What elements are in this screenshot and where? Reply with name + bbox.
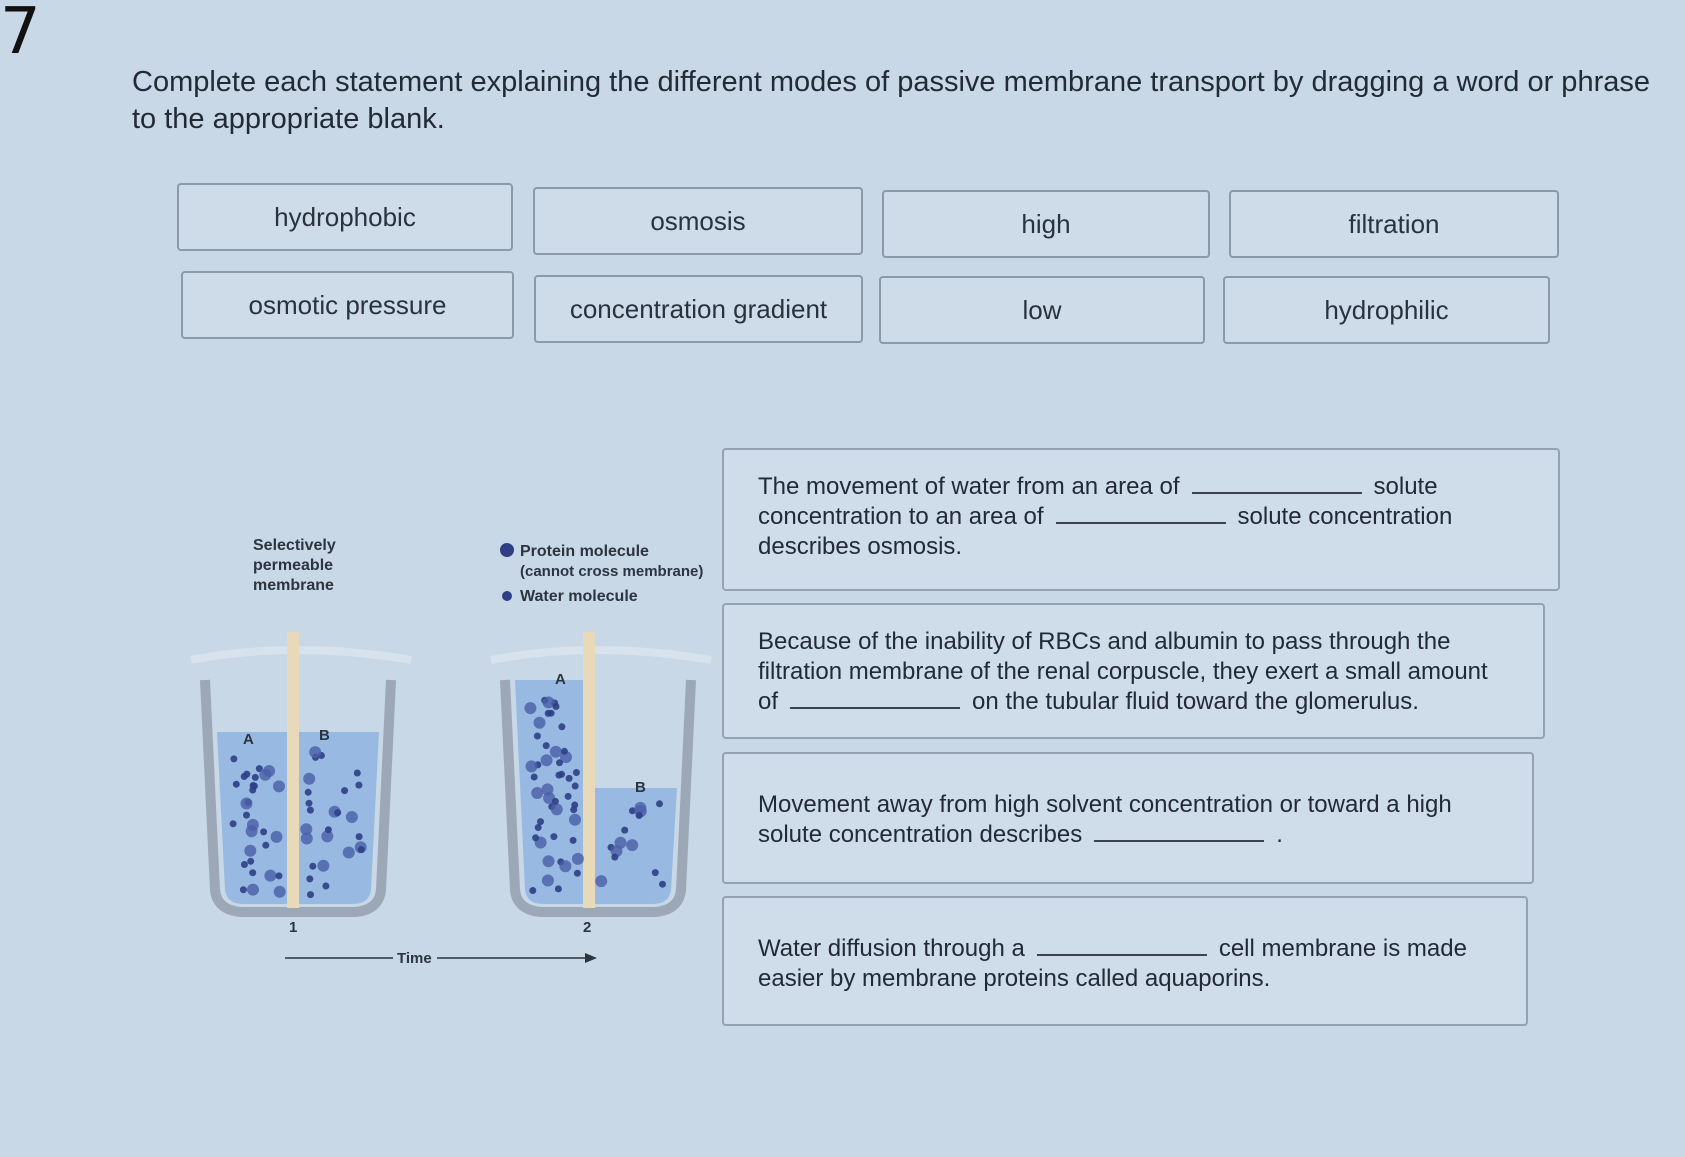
beaker-1-left-protein-molecule [247,884,259,896]
beaker-1-left-protein-molecule [246,825,258,837]
beaker-2-left-protein-molecule [542,875,554,887]
beaker-1-left-water-molecule [252,774,259,781]
beaker-2-left-protein-molecule [541,754,553,766]
beaker-1-right-water-molecule [306,800,313,807]
statement-4-part-2: cell membrane is made easier by membrane proteins called aquaporins. [758,935,1467,992]
beaker-1-left-water-molecule [249,869,256,876]
beaker-1-left-protein-molecule [264,870,276,882]
statement-3-part-1: Movement away from high solvent concentration or toward a high solute concentration describes [758,791,1452,848]
beaker-1-right-protein-molecule [309,746,321,758]
beaker-1-left-water-molecule [233,781,240,788]
beaker-1-right-water-molecule [358,846,365,853]
beaker-1-number: 1 [289,919,298,936]
beaker-2-left-water-molecule [548,710,555,717]
beaker-2-left-water-molecule [555,885,562,892]
beaker-1-left-water-molecule [243,771,250,778]
beaker-2-right-water-molecule [611,854,618,861]
beaker-1-right-water-molecule [305,789,312,796]
instructions-text: Complete each statement explaining the different modes of passive membrane transport by dragging a word or phrase to the appropriate blank. [132,66,1650,135]
beaker-2-right-protein-molecule [626,839,638,851]
beaker-2-left-protein-molecule [569,814,581,826]
membrane-label-line-2: permeable [253,557,334,574]
beaker-2-left-water-molecule [529,887,536,894]
beaker-2-right-protein-molecule [595,875,607,887]
statement-1-blank-1[interactable] [1192,472,1362,494]
beaker-2-left-protein-molecule [551,803,563,815]
beaker-2-left-water-molecule [573,769,580,776]
beaker-1-left-protein-molecule [274,886,286,898]
beaker-2-left-protein-molecule [531,787,543,799]
beaker-2-label-a: A [555,671,566,688]
beaker-2-left-water-molecule [543,742,550,749]
question-number: 7 [0,0,41,69]
beaker-2-membrane [583,632,595,908]
beaker-2-left-water-molecule [550,833,557,840]
statement-4-blank-1[interactable] [1037,934,1207,956]
beaker-2-left-protein-molecule [534,717,546,729]
statement-2-blank-1[interactable] [790,687,960,709]
beaker-2-left-water-molecule [553,703,560,710]
beaker-2-left-water-molecule [561,748,568,755]
beaker-1-left-protein-molecule [263,765,275,777]
beaker-1-left-water-molecule [249,787,256,794]
beaker-2-left-water-molecule [534,733,541,740]
beaker-1 [191,632,411,936]
beaker-1-left-water-molecule [260,828,267,835]
beaker-1-right-protein-molecule [303,773,315,785]
membrane-label-line-1: Selectively [253,537,336,554]
beaker-2-right-protein-molecule [634,802,646,814]
beaker-2-left-water-molecule [531,774,538,781]
beaker-1-right-water-molecule [306,875,313,882]
beaker-1-right-water-molecule [322,883,329,890]
beaker-1-membrane [287,632,299,908]
beaker-1-right-water-molecule [356,833,363,840]
beaker-1-right-water-molecule [307,891,314,898]
beaker-1-right-protein-molecule [343,847,355,859]
statement-1-part-1: The movement of water from an area of [758,473,1180,500]
beaker-2-left-water-molecule [556,772,563,779]
beaker-2-left-protein-molecule [559,860,571,872]
legend-protein-line-2: (cannot cross membrane) [520,563,704,580]
beaker-2-left-water-molecule [532,834,539,841]
beaker-1-right-water-molecule [355,782,362,789]
beaker-2-left-water-molecule [552,798,559,805]
beaker-1-left-protein-molecule [273,780,285,792]
chip-high[interactable]: high [882,190,1210,258]
statement-3-blank-1[interactable] [1094,820,1264,842]
beaker-1-right-protein-molecule [346,811,358,823]
beaker-2-left-water-molecule [537,818,544,825]
beaker-1-label-a: A [243,731,254,748]
beaker-1-right-water-molecule [307,807,314,814]
beaker-1-left-protein-molecule [271,831,283,843]
beaker-2-left-water-molecule [558,723,565,730]
beaker-2-right-water-molecule [636,812,643,819]
time-arrow-head [585,953,597,963]
beaker-1-left-protein-molecule [241,798,253,810]
statement-2-part-2: on the tubular fluid toward the glomerulus. [972,688,1419,715]
time-label: Time [397,950,432,967]
statement-4-part-1: Water diffusion through a [758,935,1025,962]
beaker-1-left-water-molecule [262,842,269,849]
beaker-2-left-water-molecule [565,793,572,800]
beaker-1-left-water-molecule [230,755,237,762]
beaker-2-left-water-molecule [570,806,577,813]
beaker-2-right-water-molecule [659,881,666,888]
beaker-2-left-protein-molecule [526,760,538,772]
statement-1-part-3: solute concentration describes osmosis. [758,503,1453,560]
chip-osmotic-pressure[interactable]: osmotic pressure [181,271,514,339]
beaker-1-left-water-molecule [241,861,248,868]
statement-1-blank-2[interactable] [1056,502,1226,524]
beaker-1-rim [191,650,411,660]
beaker-1-right-water-molecule [334,809,341,816]
protein-legend-icon [500,543,514,557]
chip-filtration[interactable]: filtration [1229,190,1559,258]
membrane-label-line-3: membrane [253,577,334,594]
legend-protein-line-1: Protein molecule [520,543,649,560]
beaker-2-left-protein-molecule [572,853,584,865]
beaker-2-rim [491,650,711,660]
beaker-2-label-b: B [635,779,646,796]
chip-osmosis[interactable]: osmosis [533,187,863,255]
beaker-2-left-protein-molecule [543,855,555,867]
beaker-2-left-water-molecule [572,783,579,790]
beaker-2-left-protein-molecule [550,746,562,758]
beaker-1-right-protein-molecule [317,860,329,872]
chip-hydrophilic[interactable]: hydrophilic [1223,276,1550,344]
statement-2 [722,603,1545,739]
beaker-2-left-protein-molecule [524,702,536,714]
legend-water: Water molecule [520,588,638,605]
beaker-1-label-b: B [319,727,330,744]
beaker-1-left-water-molecule [247,858,254,865]
beaker-2-left-water-molecule [570,837,577,844]
beaker-2-right-water-molecule [621,827,628,834]
statement-2-part-1: Because of the inability of RBCs and albumin to pass through the filtration membrane of the renal corpuscle, they exert a small amount of [758,628,1488,715]
chip-hydrophobic[interactable]: hydrophobic [177,183,513,251]
beaker-1-left-water-molecule [276,872,283,879]
beaker-1-right-water-molecule [354,770,361,777]
beaker-2-right-water-molecule [652,869,659,876]
beaker-2-right-water-molecule [656,800,663,807]
beaker-2-left-water-molecule [556,759,563,766]
beaker-1-right-water-molecule [309,863,316,870]
osmosis-illustration [185,520,725,980]
beaker-1-left-water-molecule [230,820,237,827]
beaker-1-right-protein-molecule [301,833,313,845]
beaker-2-left-water-molecule [566,775,573,782]
statement-3-part-2: . [1276,821,1283,848]
beaker-2-right-protein-molecule [615,837,627,849]
chip-low[interactable]: low [879,276,1205,344]
statement-1 [722,448,1560,591]
chip-concentration-gradient[interactable]: concentration gradient [534,275,863,343]
statement-1-part-2: solute concentration to an area of [758,473,1438,530]
beaker-2-number: 2 [583,919,592,936]
beaker-1-left-water-molecule [240,886,247,893]
statement-4 [722,896,1528,1026]
statement-3 [722,752,1534,884]
beaker-1-left-water-molecule [243,812,250,819]
beaker-2-left-water-molecule [574,870,581,877]
beaker-1-right-water-molecule [341,787,348,794]
beaker-1-left-protein-molecule [244,845,256,857]
water-legend-icon [502,591,512,601]
beaker-2 [491,632,711,936]
beaker-1-right-water-molecule [325,826,332,833]
